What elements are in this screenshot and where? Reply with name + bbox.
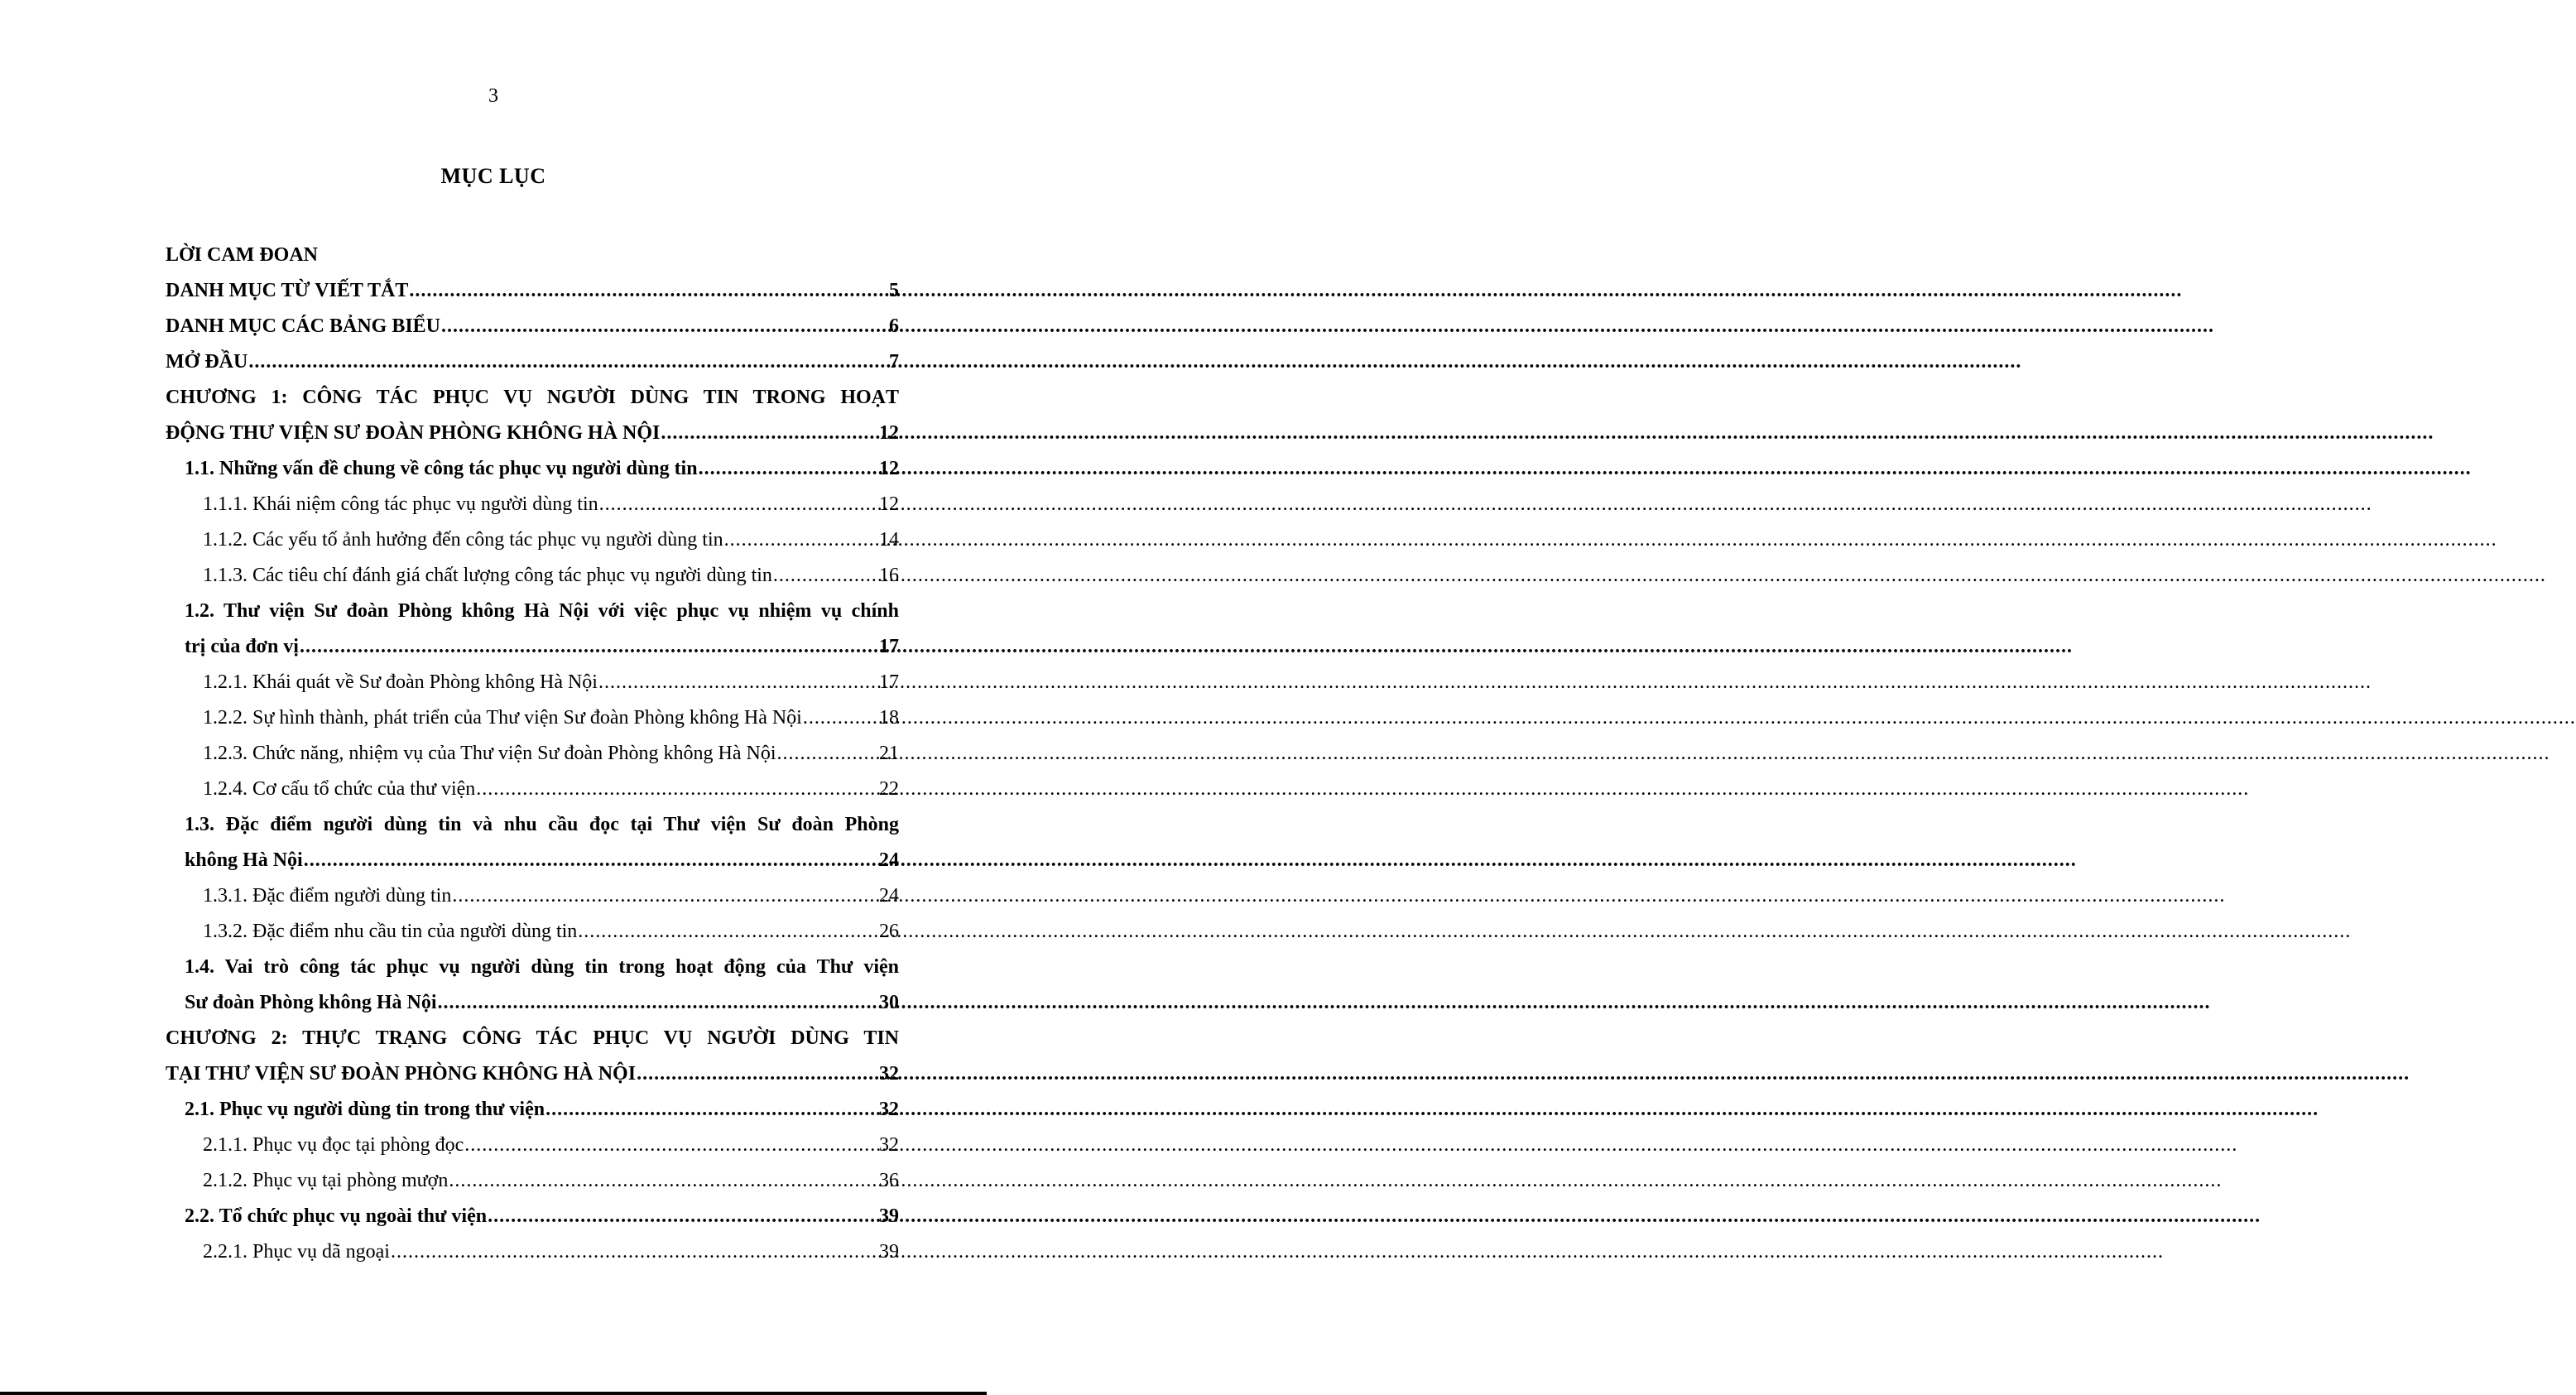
toc-entry[interactable] — [166, 238, 899, 273]
toc-entry-title: Sư đoàn Phòng không Hà Nội — [185, 992, 437, 1013]
toc-entry-title: 1.3.1. Đặc điểm người dùng tin — [203, 885, 452, 907]
toc-entry[interactable] — [166, 558, 899, 594]
toc-entry-page-number: 17 — [879, 636, 899, 657]
toc-entry-page-number: 22 — [879, 778, 899, 800]
toc-entry-title: 1.4. Vai trò công tác phục vụ người dùng tin trong hoạt động của Thư viện — [185, 956, 899, 978]
toc-entry-page-number: 16 — [879, 565, 899, 586]
toc-entry[interactable] — [166, 1021, 899, 1056]
toc-dot-leader — [449, 1163, 878, 1199]
toc-dot-leader — [438, 985, 878, 1021]
toc-entry[interactable] — [166, 736, 899, 772]
toc-entry-title: 1.2.2. Sự hình thành, phát triển của Thư viện Sư đoàn Phòng không Hà Nội — [203, 707, 802, 729]
toc-entry[interactable] — [166, 878, 899, 914]
toc-entry[interactable] — [166, 487, 899, 522]
toc-title: MỤC LỤC — [440, 164, 546, 188]
toc-entry-page-number: 17 — [879, 671, 899, 693]
page-number: 3 — [488, 85, 498, 107]
toc-entry-page-number: 32 — [879, 1063, 899, 1085]
toc-entry[interactable] — [166, 380, 899, 416]
toc-entry-title: CHƯƠNG 1: CÔNG TÁC PHỤC VỤ NGƯỜI DÙNG TIN TRONG HOẠT — [166, 387, 899, 408]
toc-entry-title: 1.2.3. Chức năng, nhiệm vụ của Thư viện Sư đoàn Phòng không Hà Nội — [203, 743, 776, 764]
toc-entry-title: 1.1.2. Các yếu tố ảnh hưởng đến công tác phục vụ người dùng tin — [203, 529, 723, 551]
toc-entry-title: 2.1.1. Phục vụ đọc tại phòng đọc — [203, 1134, 464, 1156]
toc-entry-page-number: 5 — [889, 280, 899, 301]
toc-entry[interactable] — [166, 914, 899, 950]
toc-entry-title: không Hà Nội — [185, 849, 303, 871]
toc-dot-leader — [441, 309, 888, 344]
toc-entry-page-number: 18 — [879, 707, 899, 729]
toc-entry[interactable] — [166, 843, 899, 878]
toc-entry[interactable] — [166, 807, 899, 843]
toc-dot-leader — [304, 843, 878, 878]
toc-entry[interactable] — [166, 985, 899, 1021]
toc-entry-title: 1.3. Đặc điểm người dùng tin và nhu cầu đọc tại Thư viện Sư đoàn Phòng — [185, 814, 899, 835]
toc-entry[interactable] — [166, 1234, 899, 1270]
toc-entry[interactable] — [166, 416, 899, 451]
toc-entry-title: ĐỘNG THƯ VIỆN SƯ ĐOÀN PHÒNG KHÔNG HÀ NỘI — [166, 422, 661, 444]
toc-entry[interactable] — [166, 629, 899, 665]
toc-dot-leader — [777, 736, 878, 772]
toc-dot-leader — [452, 878, 878, 914]
toc-entry[interactable] — [166, 594, 899, 629]
toc-dot-leader — [599, 487, 878, 522]
toc-dot-leader — [699, 451, 878, 487]
toc-entry-page-number: 32 — [879, 1134, 899, 1156]
toc-entry-page-number: 12 — [879, 493, 899, 515]
toc-entry-title: 1.2.1. Khái quát về Sư đoàn Phòng không Hà Nội — [203, 671, 598, 693]
toc-entry-title: DANH MỤC TỪ VIẾT TẮT — [166, 280, 409, 301]
toc-entry[interactable] — [166, 1092, 899, 1128]
toc-entry-page-number: 32 — [879, 1099, 899, 1120]
page-bottom-border — [0, 1392, 987, 1395]
toc-entry-page-number: 39 — [879, 1241, 899, 1263]
toc-entry[interactable] — [166, 665, 899, 700]
toc-entry-title: trị của đơn vị — [185, 636, 299, 657]
toc-dot-leader — [248, 344, 888, 380]
toc-dot-leader — [598, 665, 878, 700]
toc-dot-leader — [724, 522, 878, 558]
toc-entry-title: 1.1. Những vấn đề chung về công tác phục vụ người dùng tin — [185, 458, 698, 479]
toc-entry-title: DANH MỤC CÁC BẢNG BIỂU — [166, 315, 441, 337]
toc-entry-title: 1.2.4. Cơ cấu tổ chức của thư viện — [203, 778, 476, 800]
toc-dot-leader — [476, 772, 878, 807]
toc-entry-page-number: 7 — [889, 351, 899, 373]
table-of-contents — [166, 238, 899, 1270]
toc-entry-title: 2.1. Phục vụ người dùng tin trong thư viện — [185, 1099, 545, 1120]
toc-dot-leader — [545, 1092, 878, 1128]
toc-dot-leader — [464, 1128, 878, 1163]
toc-entry[interactable] — [166, 344, 899, 380]
toc-entry-page-number: 24 — [879, 885, 899, 907]
toc-entry-title: 2.1.2. Phục vụ tại phòng mượn — [203, 1170, 449, 1191]
toc-entry[interactable] — [166, 1163, 899, 1199]
toc-entry-page-number: 36 — [879, 1170, 899, 1191]
toc-entry-title: CHƯƠNG 2: THỰC TRẠNG CÔNG TÁC PHỤC VỤ NGƯỜI DÙNG TIN — [166, 1027, 899, 1049]
toc-dot-leader — [391, 1234, 878, 1270]
toc-dot-leader — [803, 700, 878, 736]
toc-entry[interactable] — [166, 700, 899, 736]
toc-entry-title: 1.3.2. Đặc điểm nhu cầu tin của người dùng tin — [203, 921, 578, 942]
toc-entry-title: MỞ ĐẦU — [166, 351, 248, 373]
toc-entry[interactable] — [166, 950, 899, 985]
toc-dot-leader — [488, 1199, 878, 1234]
toc-entry-title: 1.1.3. Các tiêu chí đánh giá chất lượng công tác phục vụ người dùng tin — [203, 565, 772, 586]
toc-entry-page-number: 26 — [879, 921, 899, 942]
toc-entry-title: 1.2. Thư viện Sư đoàn Phòng không Hà Nội với việc phục vụ nhiệm vụ chính — [185, 600, 899, 622]
toc-entry-page-number: 24 — [879, 849, 899, 871]
toc-dot-leader — [300, 629, 878, 665]
toc-entry-page-number: 12 — [879, 422, 899, 444]
toc-dot-leader — [578, 914, 878, 950]
toc-entry-page-number: 14 — [879, 529, 899, 551]
toc-dot-leader — [637, 1056, 878, 1092]
toc-entry-page-number: 39 — [879, 1205, 899, 1227]
toc-entry[interactable] — [166, 1199, 899, 1234]
toc-entry[interactable] — [166, 309, 899, 344]
toc-entry-title: 1.1.1. Khái niệm công tác phục vụ người dùng tin — [203, 493, 598, 515]
toc-entry[interactable] — [166, 451, 899, 487]
toc-dot-leader — [773, 558, 878, 594]
toc-entry-page-number: 12 — [879, 458, 899, 479]
toc-entry-title: TẠI THƯ VIỆN SƯ ĐOÀN PHÒNG KHÔNG HÀ NỘI — [166, 1063, 637, 1085]
toc-dot-leader — [409, 273, 888, 309]
toc-entry-page-number: 21 — [879, 743, 899, 764]
toc-entry[interactable] — [166, 273, 899, 309]
toc-entry-page-number: 30 — [879, 992, 899, 1013]
toc-entry-title: 2.2. Tổ chức phục vụ ngoài thư viện — [185, 1205, 488, 1227]
toc-entry-title: LỜI CAM ĐOAN — [166, 244, 318, 266]
toc-dot-leader — [661, 416, 878, 451]
toc-entry[interactable] — [166, 772, 899, 807]
toc-entry-title: 2.2.1. Phục vụ dã ngoại — [203, 1241, 390, 1263]
toc-entry[interactable] — [166, 522, 899, 558]
toc-entry-page-number: 6 — [889, 315, 899, 337]
toc-entry[interactable] — [166, 1128, 899, 1163]
toc-entry[interactable] — [166, 1056, 899, 1092]
